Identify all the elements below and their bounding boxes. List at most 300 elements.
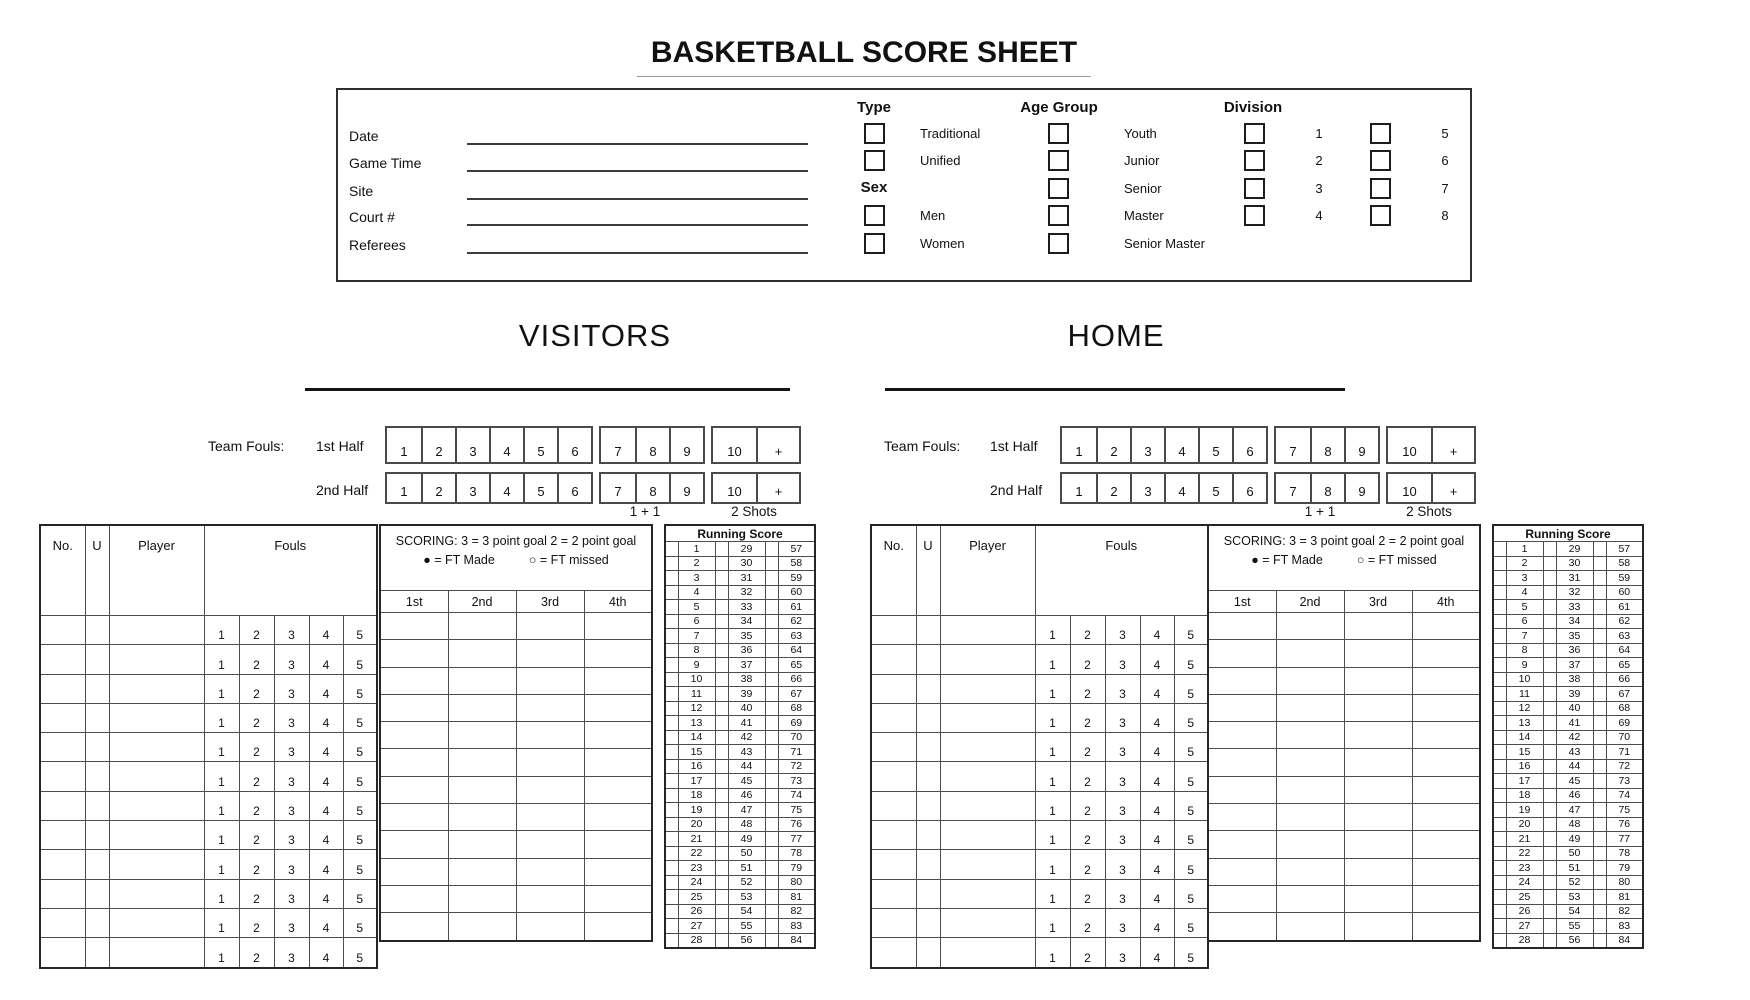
player-no-cell[interactable] xyxy=(871,850,916,879)
team-foul-box[interactable]: 2 xyxy=(421,474,455,502)
scoring-cell[interactable] xyxy=(380,749,448,776)
foul-mark-cell[interactable]: 3 xyxy=(274,674,309,703)
player-name-cell[interactable] xyxy=(940,645,1035,674)
player-no-cell[interactable] xyxy=(40,850,85,879)
scoring-cell[interactable] xyxy=(1344,694,1412,721)
running-score-number[interactable]: 49 xyxy=(728,832,765,847)
scoring-cell[interactable] xyxy=(1412,831,1480,858)
scoring-cell[interactable] xyxy=(1412,640,1480,667)
running-score-number[interactable]: 82 xyxy=(1606,904,1643,919)
running-score-number[interactable]: 40 xyxy=(1556,701,1593,716)
running-score-number[interactable]: 44 xyxy=(1556,759,1593,774)
division-8-checkbox[interactable] xyxy=(1370,205,1391,226)
running-score-number[interactable]: 50 xyxy=(728,846,765,861)
player-name-cell[interactable] xyxy=(940,674,1035,703)
running-score-number[interactable]: 73 xyxy=(778,774,815,789)
scoring-cell[interactable] xyxy=(1276,858,1344,885)
scoring-cell[interactable] xyxy=(584,776,652,803)
running-score-number[interactable]: 11 xyxy=(678,687,715,702)
foul-mark-cell[interactable]: 4 xyxy=(309,850,343,879)
scoring-cell[interactable] xyxy=(1208,667,1276,694)
player-no-cell[interactable] xyxy=(871,938,916,968)
team-foul-box[interactable]: 3 xyxy=(455,428,489,462)
foul-mark-cell[interactable]: 4 xyxy=(1140,762,1174,791)
running-score-number[interactable]: 30 xyxy=(728,556,765,571)
player-no-cell[interactable] xyxy=(40,908,85,937)
foul-mark-cell[interactable]: 5 xyxy=(1174,791,1208,820)
player-no-cell[interactable] xyxy=(871,791,916,820)
type-traditional-checkbox[interactable] xyxy=(864,123,885,144)
foul-mark-cell[interactable]: 3 xyxy=(1105,821,1140,850)
foul-mark-cell[interactable]: 1 xyxy=(1035,616,1070,645)
running-score-number[interactable]: 73 xyxy=(1606,774,1643,789)
foul-mark-cell[interactable]: 1 xyxy=(204,733,239,762)
scoring-cell[interactable] xyxy=(516,613,584,640)
player-u-cell[interactable] xyxy=(916,908,940,937)
scoring-cell[interactable] xyxy=(380,804,448,831)
running-score-number[interactable]: 24 xyxy=(678,875,715,890)
running-score-number[interactable]: 48 xyxy=(1556,817,1593,832)
foul-mark-cell[interactable]: 3 xyxy=(274,908,309,937)
player-name-cell[interactable] xyxy=(109,616,204,645)
running-score-number[interactable]: 57 xyxy=(1606,542,1643,557)
foul-mark-cell[interactable]: 4 xyxy=(1140,908,1174,937)
foul-mark-cell[interactable]: 5 xyxy=(343,821,377,850)
player-no-cell[interactable] xyxy=(40,879,85,908)
running-score-number[interactable]: 78 xyxy=(778,846,815,861)
running-score-number[interactable]: 18 xyxy=(1506,788,1543,803)
scoring-cell[interactable] xyxy=(1208,913,1276,941)
running-score-number[interactable]: 71 xyxy=(778,745,815,760)
running-score-number[interactable]: 79 xyxy=(1606,861,1643,876)
foul-mark-cell[interactable]: 2 xyxy=(1070,616,1105,645)
running-score-number[interactable]: 74 xyxy=(778,788,815,803)
running-score-number[interactable]: 12 xyxy=(678,701,715,716)
scoring-cell[interactable] xyxy=(1276,640,1344,667)
player-name-cell[interactable] xyxy=(109,791,204,820)
scoring-cell[interactable] xyxy=(448,776,516,803)
player-no-cell[interactable] xyxy=(871,879,916,908)
player-u-cell[interactable] xyxy=(916,703,940,732)
player-name-cell[interactable] xyxy=(109,762,204,791)
foul-mark-cell[interactable]: 3 xyxy=(274,791,309,820)
foul-mark-cell[interactable]: 4 xyxy=(1140,645,1174,674)
team-foul-box[interactable]: 9 xyxy=(669,474,703,502)
running-score-number[interactable]: 21 xyxy=(1506,832,1543,847)
scoring-cell[interactable] xyxy=(448,831,516,858)
running-score-number[interactable]: 52 xyxy=(1556,875,1593,890)
foul-mark-cell[interactable]: 4 xyxy=(309,674,343,703)
running-score-number[interactable]: 29 xyxy=(728,542,765,557)
running-score-number[interactable]: 77 xyxy=(1606,832,1643,847)
running-score-number[interactable]: 59 xyxy=(778,571,815,586)
running-score-number[interactable]: 31 xyxy=(728,571,765,586)
foul-mark-cell[interactable]: 2 xyxy=(239,879,274,908)
foul-mark-cell[interactable]: 2 xyxy=(1070,821,1105,850)
running-score-number[interactable]: 24 xyxy=(1506,875,1543,890)
player-u-cell[interactable] xyxy=(85,762,109,791)
running-score-number[interactable]: 38 xyxy=(728,672,765,687)
player-no-cell[interactable] xyxy=(871,733,916,762)
scoring-cell[interactable] xyxy=(516,913,584,941)
foul-mark-cell[interactable]: 1 xyxy=(204,616,239,645)
team-foul-box[interactable]: 5 xyxy=(1198,474,1232,502)
scoring-cell[interactable] xyxy=(1344,640,1412,667)
team-name-input-line[interactable] xyxy=(305,388,790,391)
foul-mark-cell[interactable]: 3 xyxy=(1105,762,1140,791)
running-score-number[interactable]: 39 xyxy=(728,687,765,702)
team-foul-box[interactable]: 3 xyxy=(1130,428,1164,462)
scoring-cell[interactable] xyxy=(1276,749,1344,776)
team-foul-box[interactable]: 3 xyxy=(1130,474,1164,502)
scoring-cell[interactable] xyxy=(1412,722,1480,749)
foul-mark-cell[interactable]: 5 xyxy=(343,850,377,879)
scoring-cell[interactable] xyxy=(1276,722,1344,749)
player-no-cell[interactable] xyxy=(871,674,916,703)
team-name-input-line[interactable] xyxy=(885,388,1345,391)
scoring-cell[interactable] xyxy=(516,804,584,831)
player-u-cell[interactable] xyxy=(85,908,109,937)
running-score-number[interactable]: 45 xyxy=(1556,774,1593,789)
running-score-number[interactable]: 4 xyxy=(1506,585,1543,600)
running-score-number[interactable]: 37 xyxy=(1556,658,1593,673)
team-foul-box[interactable]: 7 xyxy=(1289,444,1297,459)
foul-mark-cell[interactable]: 4 xyxy=(309,908,343,937)
foul-mark-cell[interactable]: 5 xyxy=(343,674,377,703)
team-foul-box[interactable]: 5 xyxy=(1198,428,1232,462)
running-score-number[interactable]: 22 xyxy=(678,846,715,861)
running-score-number[interactable]: 20 xyxy=(1506,817,1543,832)
team-foul-box[interactable]: 4 xyxy=(489,474,523,502)
foul-mark-cell[interactable]: 5 xyxy=(343,733,377,762)
player-no-cell[interactable] xyxy=(40,733,85,762)
foul-mark-cell[interactable]: 2 xyxy=(239,938,274,968)
team-foul-box[interactable]: 10 xyxy=(1402,484,1417,499)
running-score-number[interactable]: 54 xyxy=(1556,904,1593,919)
scoring-cell[interactable] xyxy=(1412,694,1480,721)
scoring-cell[interactable] xyxy=(448,722,516,749)
running-score-number[interactable]: 38 xyxy=(1556,672,1593,687)
running-score-number[interactable]: 80 xyxy=(778,875,815,890)
team-foul-box[interactable]: 9 xyxy=(669,428,703,462)
team-foul-box[interactable]: 7 xyxy=(1289,484,1297,499)
player-no-cell[interactable] xyxy=(40,645,85,674)
scoring-cell[interactable] xyxy=(1344,776,1412,803)
team-foul-box[interactable]: 7 xyxy=(614,444,622,459)
running-score-number[interactable]: 55 xyxy=(1556,919,1593,934)
foul-mark-cell[interactable]: 5 xyxy=(1174,645,1208,674)
team-foul-box[interactable]: 6 xyxy=(557,474,591,502)
player-u-cell[interactable] xyxy=(916,616,940,645)
foul-mark-cell[interactable]: 1 xyxy=(1035,674,1070,703)
player-u-cell[interactable] xyxy=(85,850,109,879)
running-score-number[interactable]: 46 xyxy=(1556,788,1593,803)
scoring-cell[interactable] xyxy=(1208,613,1276,640)
foul-mark-cell[interactable]: 4 xyxy=(309,791,343,820)
scoring-cell[interactable] xyxy=(1412,885,1480,912)
running-score-number[interactable]: 2 xyxy=(678,556,715,571)
division-2-checkbox[interactable] xyxy=(1244,150,1265,171)
running-score-number[interactable]: 18 xyxy=(678,788,715,803)
scoring-cell[interactable] xyxy=(448,667,516,694)
foul-mark-cell[interactable]: 3 xyxy=(1105,879,1140,908)
scoring-cell[interactable] xyxy=(1276,913,1344,941)
running-score-number[interactable]: 52 xyxy=(728,875,765,890)
foul-mark-cell[interactable]: 1 xyxy=(204,703,239,732)
foul-mark-cell[interactable]: 1 xyxy=(1035,645,1070,674)
running-score-number[interactable]: 6 xyxy=(678,614,715,629)
running-score-number[interactable]: 63 xyxy=(778,629,815,644)
division-4-checkbox[interactable] xyxy=(1244,205,1265,226)
scoring-cell[interactable] xyxy=(380,831,448,858)
foul-mark-cell[interactable]: 3 xyxy=(1105,703,1140,732)
running-score-number[interactable]: 36 xyxy=(728,643,765,658)
foul-mark-cell[interactable]: 5 xyxy=(343,791,377,820)
foul-mark-cell[interactable]: 1 xyxy=(204,850,239,879)
scoring-cell[interactable] xyxy=(1344,858,1412,885)
foul-mark-cell[interactable]: 5 xyxy=(1174,703,1208,732)
running-score-number[interactable]: 41 xyxy=(728,716,765,731)
player-no-cell[interactable] xyxy=(871,645,916,674)
running-score-number[interactable]: 45 xyxy=(728,774,765,789)
running-score-number[interactable]: 58 xyxy=(778,556,815,571)
running-score-number[interactable]: 64 xyxy=(778,643,815,658)
scoring-cell[interactable] xyxy=(1412,858,1480,885)
scoring-cell[interactable] xyxy=(1276,694,1344,721)
foul-mark-cell[interactable]: 4 xyxy=(309,821,343,850)
foul-mark-cell[interactable]: 5 xyxy=(1174,850,1208,879)
running-score-number[interactable]: 35 xyxy=(728,629,765,644)
running-score-number[interactable]: 56 xyxy=(1556,933,1593,948)
player-u-cell[interactable] xyxy=(916,762,940,791)
foul-mark-cell[interactable]: 4 xyxy=(309,703,343,732)
foul-mark-cell[interactable]: 5 xyxy=(1174,674,1208,703)
scoring-cell[interactable] xyxy=(1208,776,1276,803)
running-score-number[interactable]: 16 xyxy=(678,759,715,774)
foul-mark-cell[interactable]: 4 xyxy=(1140,938,1174,968)
referees-input-line[interactable] xyxy=(467,252,808,254)
foul-mark-cell[interactable]: 2 xyxy=(1070,879,1105,908)
foul-mark-cell[interactable]: 5 xyxy=(343,616,377,645)
team-foul-box[interactable]: 6 xyxy=(1232,474,1266,502)
foul-mark-cell[interactable]: 1 xyxy=(204,879,239,908)
running-score-number[interactable]: 12 xyxy=(1506,701,1543,716)
team-foul-box[interactable]: 1 xyxy=(400,484,408,499)
running-score-number[interactable]: 84 xyxy=(1606,933,1643,948)
foul-mark-cell[interactable]: 2 xyxy=(239,908,274,937)
foul-mark-cell[interactable]: 1 xyxy=(1035,762,1070,791)
team-foul-box[interactable]: + xyxy=(1431,428,1474,462)
foul-mark-cell[interactable]: 5 xyxy=(343,908,377,937)
player-u-cell[interactable] xyxy=(916,821,940,850)
player-no-cell[interactable] xyxy=(40,938,85,968)
scoring-cell[interactable] xyxy=(584,804,652,831)
team-foul-box[interactable]: 4 xyxy=(489,428,523,462)
running-score-number[interactable]: 37 xyxy=(728,658,765,673)
scoring-cell[interactable] xyxy=(1344,831,1412,858)
running-score-number[interactable]: 83 xyxy=(778,919,815,934)
player-name-cell[interactable] xyxy=(940,938,1035,968)
player-no-cell[interactable] xyxy=(871,703,916,732)
running-score-number[interactable]: 27 xyxy=(1506,919,1543,934)
player-u-cell[interactable] xyxy=(85,821,109,850)
foul-mark-cell[interactable]: 1 xyxy=(204,821,239,850)
running-score-number[interactable]: 78 xyxy=(1606,846,1643,861)
running-score-number[interactable]: 68 xyxy=(1606,701,1643,716)
running-score-number[interactable]: 67 xyxy=(778,687,815,702)
running-score-number[interactable]: 22 xyxy=(1506,846,1543,861)
player-u-cell[interactable] xyxy=(85,674,109,703)
foul-mark-cell[interactable]: 1 xyxy=(1035,908,1070,937)
foul-mark-cell[interactable]: 3 xyxy=(274,821,309,850)
player-u-cell[interactable] xyxy=(916,733,940,762)
team-foul-box[interactable]: 10 xyxy=(727,444,742,459)
team-foul-box[interactable]: + xyxy=(1431,474,1474,502)
foul-mark-cell[interactable]: 5 xyxy=(343,762,377,791)
running-score-number[interactable]: 66 xyxy=(1606,672,1643,687)
running-score-number[interactable]: 58 xyxy=(1606,556,1643,571)
player-name-cell[interactable] xyxy=(109,674,204,703)
player-name-cell[interactable] xyxy=(940,908,1035,937)
scoring-cell[interactable] xyxy=(1208,722,1276,749)
running-score-number[interactable]: 2 xyxy=(1506,556,1543,571)
running-score-number[interactable]: 26 xyxy=(678,904,715,919)
player-name-cell[interactable] xyxy=(109,645,204,674)
running-score-number[interactable]: 13 xyxy=(1506,716,1543,731)
scoring-cell[interactable] xyxy=(1276,885,1344,912)
foul-mark-cell[interactable]: 3 xyxy=(1105,674,1140,703)
game-time-input-line[interactable] xyxy=(467,170,808,172)
team-foul-box[interactable]: + xyxy=(756,428,799,462)
scoring-cell[interactable] xyxy=(516,776,584,803)
sex-men-checkbox[interactable] xyxy=(864,205,885,226)
team-foul-box[interactable]: 7 xyxy=(614,484,622,499)
running-score-number[interactable]: 43 xyxy=(728,745,765,760)
team-foul-box[interactable]: 1 xyxy=(400,444,408,459)
foul-mark-cell[interactable]: 2 xyxy=(239,733,274,762)
running-score-number[interactable]: 74 xyxy=(1606,788,1643,803)
scoring-cell[interactable] xyxy=(584,694,652,721)
foul-mark-cell[interactable]: 1 xyxy=(1035,703,1070,732)
age-youth-checkbox[interactable] xyxy=(1048,123,1069,144)
running-score-number[interactable]: 8 xyxy=(678,643,715,658)
team-foul-box[interactable]: 8 xyxy=(635,474,669,502)
foul-mark-cell[interactable]: 1 xyxy=(204,791,239,820)
scoring-cell[interactable] xyxy=(584,858,652,885)
age-junior-checkbox[interactable] xyxy=(1048,150,1069,171)
scoring-cell[interactable] xyxy=(380,776,448,803)
player-no-cell[interactable] xyxy=(871,762,916,791)
running-score-number[interactable]: 9 xyxy=(1506,658,1543,673)
running-score-number[interactable]: 76 xyxy=(1606,817,1643,832)
team-foul-box[interactable]: 9 xyxy=(1344,428,1378,462)
scoring-cell[interactable] xyxy=(516,749,584,776)
foul-mark-cell[interactable]: 5 xyxy=(1174,938,1208,968)
foul-mark-cell[interactable]: 4 xyxy=(309,616,343,645)
running-score-number[interactable]: 51 xyxy=(728,861,765,876)
running-score-number[interactable]: 68 xyxy=(778,701,815,716)
running-score-number[interactable]: 36 xyxy=(1556,643,1593,658)
foul-mark-cell[interactable]: 5 xyxy=(343,938,377,968)
running-score-number[interactable]: 80 xyxy=(1606,875,1643,890)
team-foul-box[interactable]: 5 xyxy=(523,428,557,462)
running-score-number[interactable]: 14 xyxy=(1506,730,1543,745)
foul-mark-cell[interactable]: 4 xyxy=(309,938,343,968)
foul-mark-cell[interactable]: 1 xyxy=(1035,821,1070,850)
running-score-number[interactable]: 39 xyxy=(1556,687,1593,702)
foul-mark-cell[interactable]: 3 xyxy=(1105,938,1140,968)
player-no-cell[interactable] xyxy=(40,791,85,820)
scoring-cell[interactable] xyxy=(448,694,516,721)
division-6-checkbox[interactable] xyxy=(1370,150,1391,171)
running-score-number[interactable]: 81 xyxy=(1606,890,1643,905)
running-score-number[interactable]: 23 xyxy=(678,861,715,876)
player-no-cell[interactable] xyxy=(40,762,85,791)
scoring-cell[interactable] xyxy=(516,885,584,912)
foul-mark-cell[interactable]: 2 xyxy=(239,791,274,820)
scoring-cell[interactable] xyxy=(1208,640,1276,667)
running-score-number[interactable]: 57 xyxy=(778,542,815,557)
scoring-cell[interactable] xyxy=(516,667,584,694)
running-score-number[interactable]: 29 xyxy=(1556,542,1593,557)
foul-mark-cell[interactable]: 4 xyxy=(1140,674,1174,703)
scoring-cell[interactable] xyxy=(1208,858,1276,885)
running-score-number[interactable]: 84 xyxy=(778,933,815,948)
running-score-number[interactable]: 71 xyxy=(1606,745,1643,760)
team-foul-box[interactable]: 2 xyxy=(421,428,455,462)
running-score-number[interactable]: 49 xyxy=(1556,832,1593,847)
team-foul-box[interactable]: 8 xyxy=(1310,428,1344,462)
scoring-cell[interactable] xyxy=(1344,613,1412,640)
running-score-number[interactable]: 34 xyxy=(728,614,765,629)
running-score-number[interactable]: 8 xyxy=(1506,643,1543,658)
player-no-cell[interactable] xyxy=(40,703,85,732)
running-score-number[interactable]: 66 xyxy=(778,672,815,687)
team-foul-box[interactable]: 3 xyxy=(455,474,489,502)
division-7-checkbox[interactable] xyxy=(1370,178,1391,199)
team-foul-box[interactable]: 4 xyxy=(1164,474,1198,502)
running-score-number[interactable]: 21 xyxy=(678,832,715,847)
running-score-number[interactable]: 63 xyxy=(1606,629,1643,644)
player-u-cell[interactable] xyxy=(916,938,940,968)
team-foul-box[interactable]: 10 xyxy=(727,484,742,499)
scoring-cell[interactable] xyxy=(448,913,516,941)
running-score-number[interactable]: 72 xyxy=(1606,759,1643,774)
scoring-cell[interactable] xyxy=(448,613,516,640)
scoring-cell[interactable] xyxy=(380,667,448,694)
scoring-cell[interactable] xyxy=(1276,667,1344,694)
foul-mark-cell[interactable]: 2 xyxy=(1070,674,1105,703)
team-foul-box[interactable]: 2 xyxy=(1096,474,1130,502)
team-foul-box[interactable]: 2 xyxy=(1096,428,1130,462)
player-name-cell[interactable] xyxy=(940,762,1035,791)
scoring-cell[interactable] xyxy=(1276,776,1344,803)
foul-mark-cell[interactable]: 1 xyxy=(204,762,239,791)
foul-mark-cell[interactable]: 1 xyxy=(1035,850,1070,879)
player-name-cell[interactable] xyxy=(109,733,204,762)
foul-mark-cell[interactable]: 3 xyxy=(274,879,309,908)
age-master-checkbox[interactable] xyxy=(1048,205,1069,226)
foul-mark-cell[interactable]: 1 xyxy=(204,645,239,674)
scoring-cell[interactable] xyxy=(1412,667,1480,694)
running-score-number[interactable]: 75 xyxy=(778,803,815,818)
site-input-line[interactable] xyxy=(467,198,808,200)
team-foul-box[interactable]: 6 xyxy=(1232,428,1266,462)
team-foul-box[interactable]: 6 xyxy=(557,428,591,462)
player-name-cell[interactable] xyxy=(109,938,204,968)
foul-mark-cell[interactable]: 4 xyxy=(309,762,343,791)
running-score-number[interactable]: 55 xyxy=(728,919,765,934)
